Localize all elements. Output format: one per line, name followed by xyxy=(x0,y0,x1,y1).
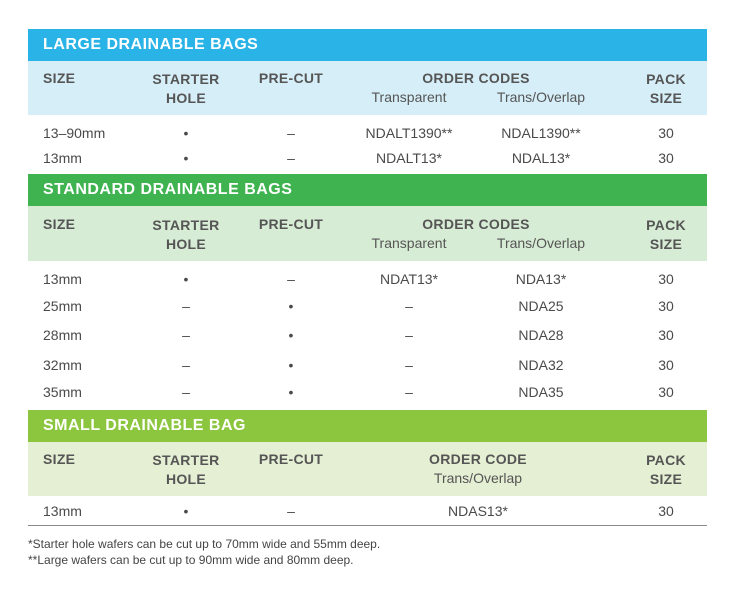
header-trans-overlap: Trans/Overlap xyxy=(433,470,523,486)
cell-size: 13mm xyxy=(43,503,82,519)
header-precut: PRE-CUT xyxy=(258,216,324,232)
cell-transparent-code: NDALT13* xyxy=(376,150,442,166)
header-pack-line1: PACK xyxy=(646,452,686,468)
header-starter-hole xyxy=(136,451,236,489)
header-starter-line1: STARTER xyxy=(152,452,220,468)
cell-precut: • xyxy=(288,384,294,400)
header-pack-line2: SIZE xyxy=(649,90,683,106)
header-size: SIZE xyxy=(43,70,76,86)
cell-transparent-code: – xyxy=(405,327,413,343)
cell-starter: • xyxy=(183,150,189,166)
cell-overlap-code: NDA35 xyxy=(518,384,564,400)
table-row xyxy=(28,123,707,143)
large-section-title: LARGE DRAINABLE BAGS xyxy=(43,36,259,53)
header-pack-size xyxy=(626,451,706,489)
header-starter-hole xyxy=(136,70,236,108)
header-starter-line2: HOLE xyxy=(165,471,207,487)
header-precut: PRE-CUT xyxy=(258,451,324,467)
footnote-large-wafers: **Large wafers can be cut up to 90mm wide and 80mm deep. xyxy=(28,553,354,567)
cell-pack-size: 30 xyxy=(658,384,674,400)
standard-section-title: STANDARD DRAINABLE BAGS xyxy=(43,181,293,198)
cell-overlap-code: NDA13* xyxy=(515,271,567,287)
cell-pack-size: 30 xyxy=(658,298,674,314)
header-pack-line1: PACK xyxy=(646,71,686,87)
cell-precut: • xyxy=(288,327,294,343)
cell-starter: – xyxy=(182,298,190,314)
large-section-title-bar xyxy=(28,29,707,61)
table-row xyxy=(28,501,707,521)
cell-overlap-code: NDA25 xyxy=(518,298,564,314)
cell-starter: • xyxy=(183,271,189,287)
header-precut: PRE-CUT xyxy=(258,70,324,86)
cell-starter: – xyxy=(182,327,190,343)
small-header-row xyxy=(28,442,707,496)
cell-size: 13–90mm xyxy=(43,125,106,141)
cell-size: 13mm xyxy=(43,271,82,287)
cell-pack-size: 30 xyxy=(658,357,674,373)
cell-overlap-code: NDAL13* xyxy=(511,150,571,166)
header-order-code: ORDER CODE xyxy=(429,451,527,467)
header-trans-overlap: Trans/Overlap xyxy=(496,235,586,251)
header-order-codes: ORDER CODES xyxy=(422,216,530,232)
cell-transparent-code: NDAT13* xyxy=(379,271,439,287)
cell-pack-size: 30 xyxy=(658,327,674,343)
cell-size: 13mm xyxy=(43,150,82,166)
cell-precut: – xyxy=(287,503,295,519)
small-section-title: SMALL DRAINABLE BAG xyxy=(43,417,246,434)
cell-starter: • xyxy=(183,125,189,141)
cell-starter: • xyxy=(183,503,189,519)
header-starter-line1: STARTER xyxy=(152,217,220,233)
header-starter-line2: HOLE xyxy=(165,236,207,252)
header-starter-line1: STARTER xyxy=(152,71,220,87)
table-bottom-divider xyxy=(28,525,707,526)
header-size: SIZE xyxy=(43,451,76,467)
large-header-row xyxy=(28,61,707,115)
header-order-codes: ORDER CODES xyxy=(422,70,530,86)
header-pack-size xyxy=(626,216,706,254)
header-pack-line2: SIZE xyxy=(649,236,683,252)
cell-overlap-code: NDA28 xyxy=(518,327,564,343)
cell-precut: – xyxy=(287,125,295,141)
cell-size: 25mm xyxy=(43,298,82,314)
cell-transparent-code: NDALT1390** xyxy=(365,125,453,141)
cell-pack-size: 30 xyxy=(658,150,674,166)
small-section-title-bar xyxy=(28,410,707,442)
cell-precut: • xyxy=(288,357,294,373)
cell-transparent-code: – xyxy=(405,298,413,314)
table-row xyxy=(28,325,707,345)
cell-pack-size: 30 xyxy=(658,271,674,287)
header-pack-line1: PACK xyxy=(646,217,686,233)
header-pack-line2: SIZE xyxy=(649,471,683,487)
header-trans-overlap: Trans/Overlap xyxy=(496,89,586,105)
header-starter-hole xyxy=(136,216,236,254)
cell-precut: • xyxy=(288,298,294,314)
header-starter-line2: HOLE xyxy=(165,90,207,106)
cell-pack-size: 30 xyxy=(658,125,674,141)
header-transparent: Transparent xyxy=(371,235,447,251)
cell-precut: – xyxy=(287,271,295,287)
cell-pack-size: 30 xyxy=(658,503,674,519)
cell-size: 32mm xyxy=(43,357,82,373)
cell-overlap-code: NDAS13* xyxy=(448,503,508,519)
table-row xyxy=(28,148,707,168)
cell-overlap-code: NDAL1390** xyxy=(501,125,581,141)
cell-overlap-code: NDA32 xyxy=(518,357,564,373)
cell-transparent-code: – xyxy=(405,384,413,400)
header-transparent: Transparent xyxy=(371,89,447,105)
table-row xyxy=(28,269,707,289)
standard-section-title-bar xyxy=(28,174,707,206)
cell-size: 28mm xyxy=(43,327,82,343)
cell-starter: – xyxy=(182,357,190,373)
header-pack-size xyxy=(626,70,706,108)
standard-header-row xyxy=(28,206,707,261)
cell-size: 35mm xyxy=(43,384,82,400)
cell-precut: – xyxy=(287,150,295,166)
table-row xyxy=(28,355,707,375)
table-row xyxy=(28,296,707,316)
header-size: SIZE xyxy=(43,216,76,232)
table-row xyxy=(28,382,707,402)
cell-starter: – xyxy=(182,384,190,400)
cell-transparent-code: – xyxy=(405,357,413,373)
footnote-starter-hole: *Starter hole wafers can be cut up to 70mm wide and 55mm deep. xyxy=(28,537,381,551)
